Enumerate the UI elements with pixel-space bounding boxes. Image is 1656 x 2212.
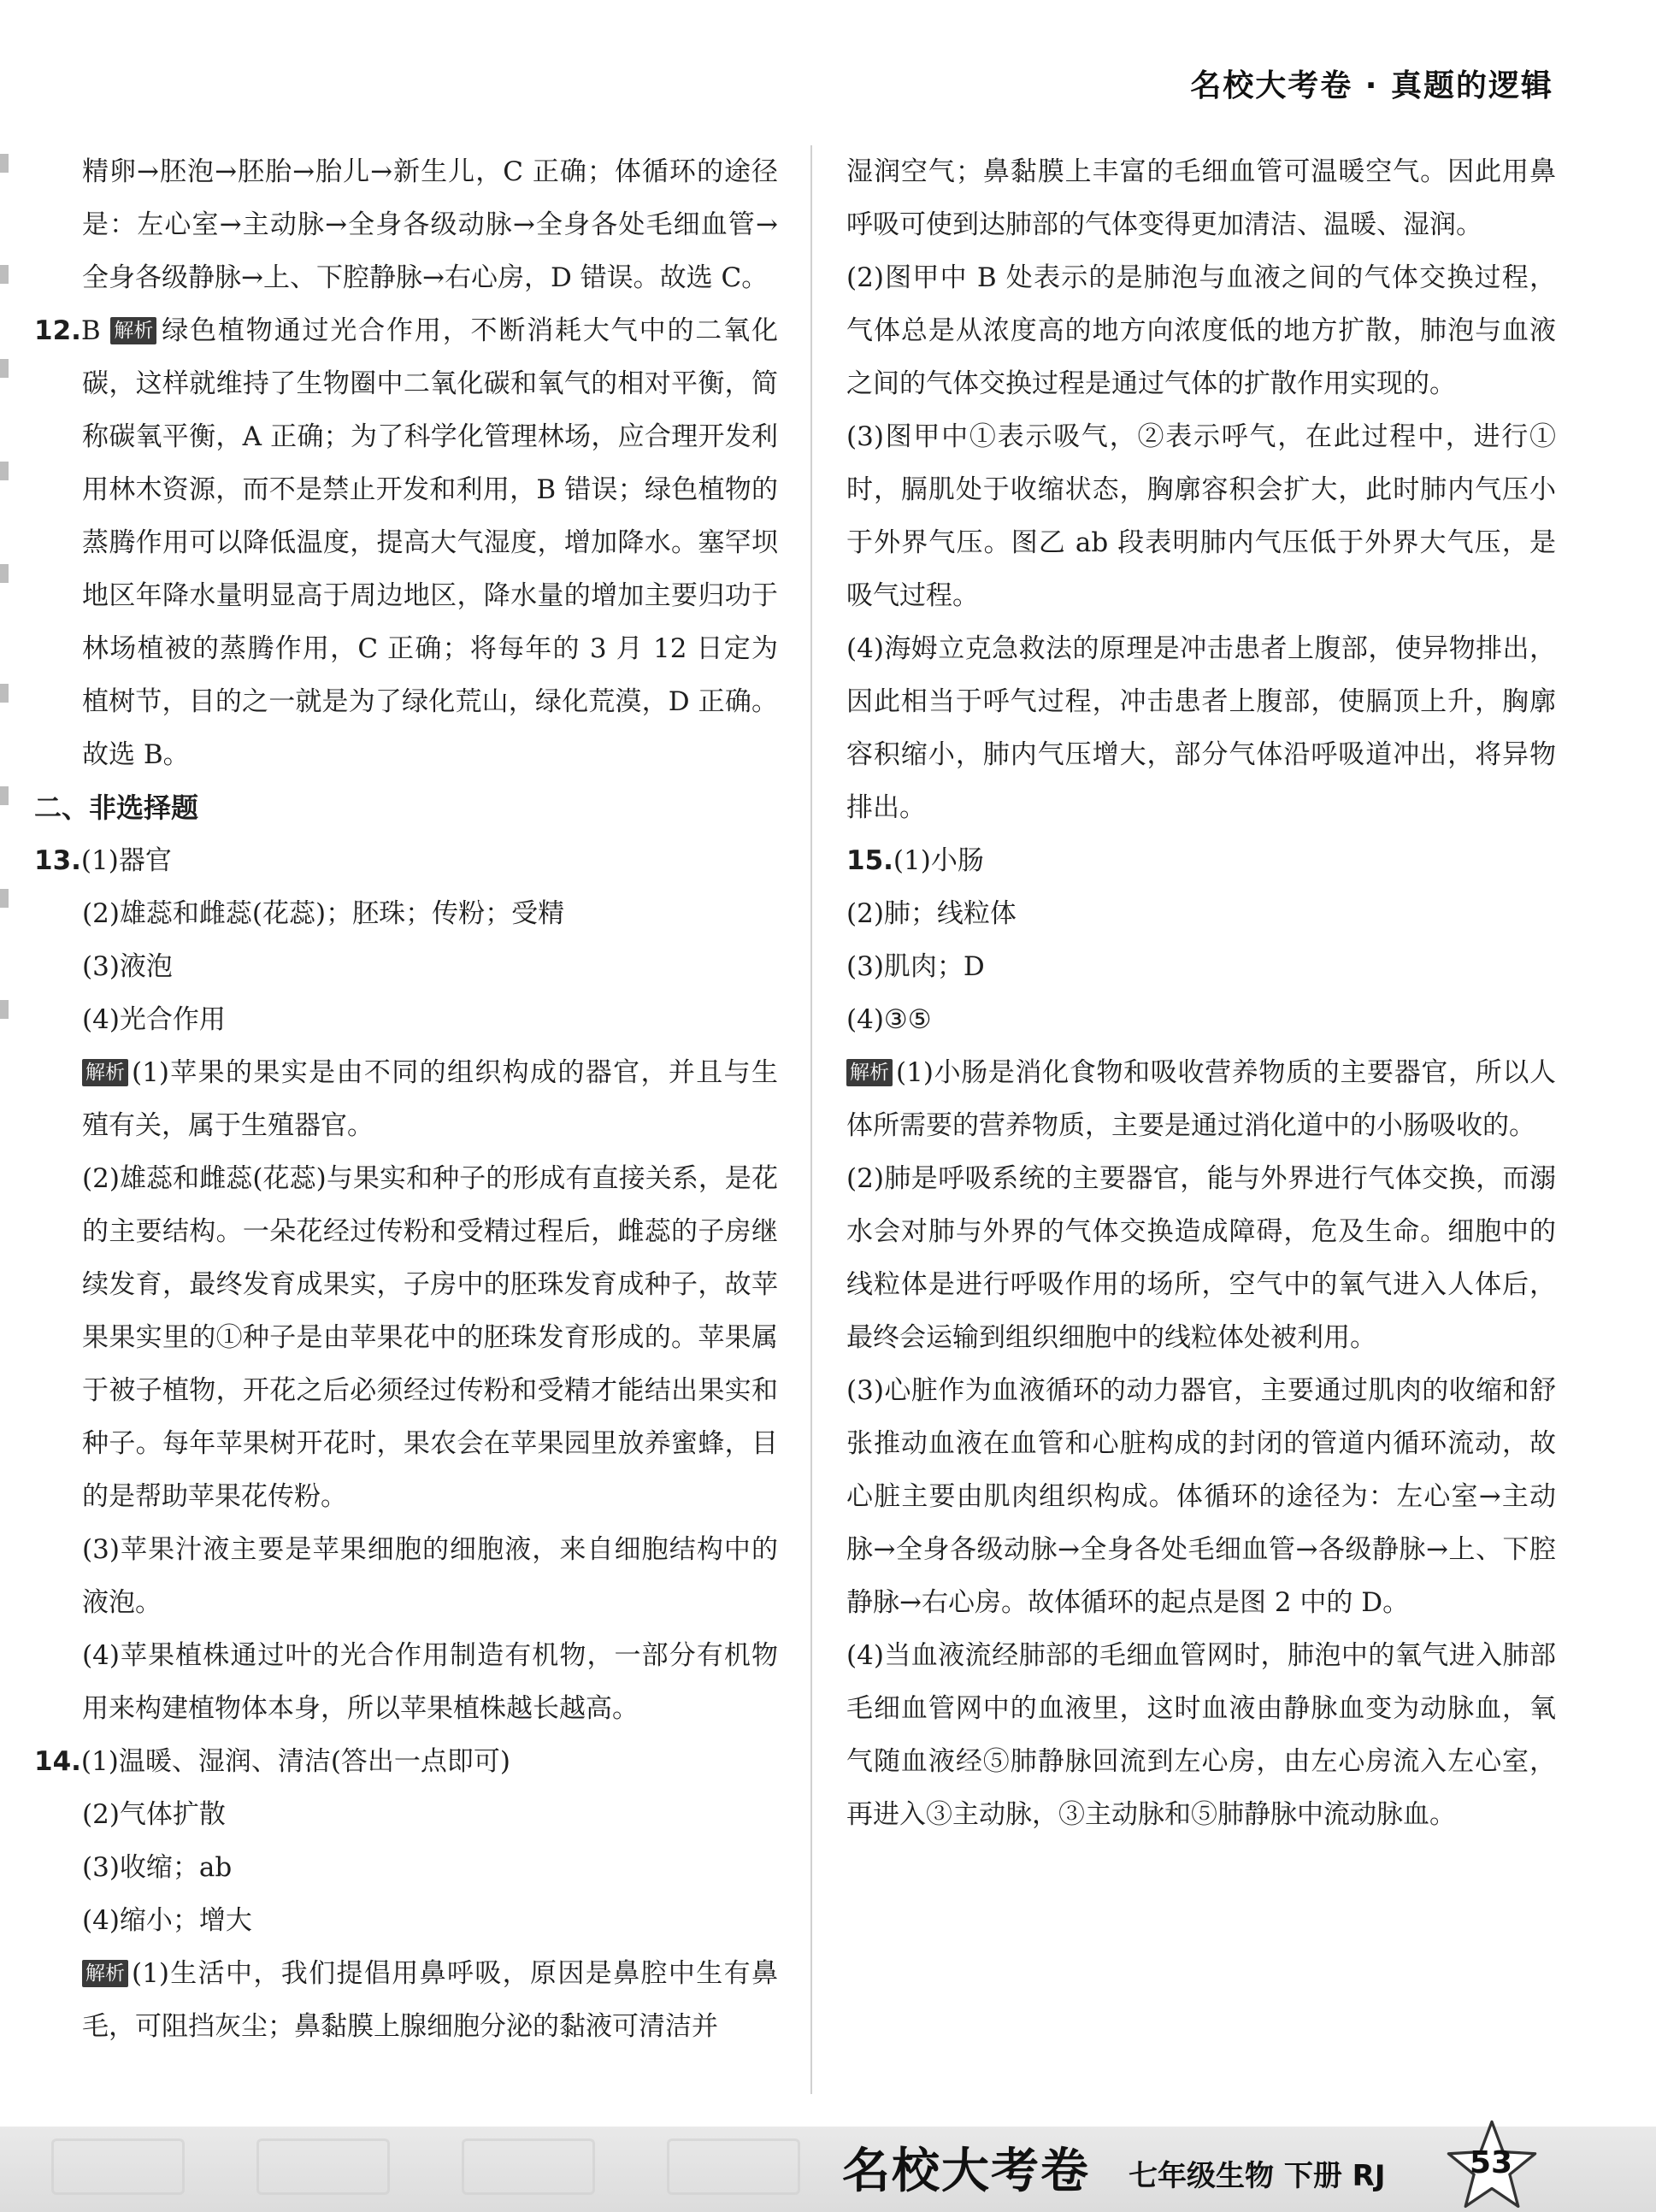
q13-answer-4: (4)光合作用 xyxy=(82,1004,226,1035)
q15-answer-3: (3)肌肉；D xyxy=(846,951,985,982)
analysis-tag: 解析 xyxy=(82,1960,128,1987)
q15-answer-2: (2)肺；线粒体 xyxy=(846,898,1017,929)
analysis-tag: 解析 xyxy=(82,1059,128,1086)
left-margin-strip xyxy=(0,137,12,1248)
footer-watermark xyxy=(667,2138,800,2195)
column-divider xyxy=(810,145,812,2094)
q12-block xyxy=(34,304,778,781)
footer-brand: 名校大考卷 xyxy=(842,2144,1090,2199)
footer-banner xyxy=(0,2127,1656,2212)
q14-explanation-4: (4)海姆立克急救法的原理是冲击患者上腹部，使异物排出，因此相当于呼气过程，冲击患者上腹部，使膈顶上升，胸廓容积缩小，肺内气压增大，部分气体沿呼吸道冲出，将异物排出。 xyxy=(846,633,1556,823)
q14-explanation-2: (2)图甲中 B 处表示的是肺泡与血液之间的气体交换过程，气体总是从浓度高的地方向浓度低的地方扩散，肺泡与血液之间的气体交换过程是通过气体的扩散作用实现的。 xyxy=(846,262,1556,399)
q15-number: 15. xyxy=(846,845,893,876)
q14-answer-2: (2)气体扩散 xyxy=(82,1799,226,1830)
q13-answer-2: (2)雄蕊和雌蕊(花蕊)；胚珠；传粉；受精 xyxy=(82,898,565,929)
left-column xyxy=(34,145,778,2053)
page-header-title: 名校大考卷 · 真题的逻辑 xyxy=(1190,68,1553,103)
footer-watermark xyxy=(51,2138,185,2195)
q15-answer-4: (4)③⑤ xyxy=(846,1004,932,1035)
q12-number: 12. xyxy=(34,315,81,346)
q14-answer-3: (3)收缩；ab xyxy=(82,1852,233,1883)
q13-explanation-1: 解析 (1)苹果的果实是由不同的组织构成的器官，并且与生殖有关，属于生殖器官。 xyxy=(82,1057,778,1141)
analysis-tag: 解析 xyxy=(110,317,156,344)
q13-answer-3: (3)液泡 xyxy=(82,951,173,982)
q14-number: 14. xyxy=(34,1746,81,1777)
footer-watermark xyxy=(256,2138,390,2195)
q14-explanation-3: (3)图甲中①表示吸气，②表示呼气，在此过程中，进行①时，膈肌处于收缩状态，胸廓容积会扩大，此时肺内气压小于外界气压。图乙 ab 段表明肺内气压低于外界大气压，是吸气过程。 xyxy=(846,421,1556,611)
q15-answer-1: 15.(1)小肠 xyxy=(846,845,984,876)
q14-explanation-1-cont: 湿润空气；鼻黏膜上丰富的毛细血管可温暖空气。因此用鼻呼吸可使到达肺部的气体变得更加清洁、温暖、湿润。 xyxy=(846,156,1556,240)
q12-explanation: 绿色植物通过光合作用，不断消耗大气中的二氧化碳，这样就维持了生物圈中二氧化碳和氧气的相对平衡，简称碳氧平衡，A 正确；为了科学化管理林场，应合理开发利用林木资源，而不是禁止开发和利用，B 错误；绿色植物的蒸腾作用可以降低温度，提高大气湿度，增加降水。塞罕坝地区年降水量明显高于周边地区，降水量的增加主要归功于林场植被的蒸腾作用，C 正确；将每年的 3 月 12 日定为植树节，目的之一就是为了绿化荒山，绿化荒漠，D 正确。故选 B。 xyxy=(82,315,778,770)
q14-explanation-1: 解析 (1)生活中，我们提倡用鼻呼吸，原因是鼻腔中生有鼻毛，可阻挡灰尘；鼻黏膜上腺细胞分泌的黏液可清洁并 xyxy=(82,1958,778,2042)
q13-answer-1: 13.(1)器官 xyxy=(34,845,172,876)
q15-explanation-2: (2)肺是呼吸系统的主要器官，能与外界进行气体交换，而溺水会对肺与外界的气体交换造成障碍，危及生命。细胞中的线粒体是进行呼吸作用的场所，空气中的氧气进入人体后，最终会运输到组织细胞中的线粒体处被利用。 xyxy=(846,1163,1556,1353)
q14-answer-1: 14.(1)温暖、湿润、清洁(答出一点即可) xyxy=(34,1746,511,1777)
q13-number: 13. xyxy=(34,845,81,876)
q13-explanation-2: (2)雄蕊和雌蕊(花蕊)与果实和种子的形成有直接关系，是花的主要结构。一朵花经过传粉和受精过程后，雌蕊的子房继续发育，最终发育成果实，子房中的胚珠发育成种子，故苹果果实里的①种子是由苹果花中的胚珠发育形成的。苹果属于被子植物，开花之后必须经过传粉和受精才能结出果实和种子。每年苹果树开花时，果农会在苹果园里放养蜜蜂，目的是帮助苹果花传粉。 xyxy=(82,1163,778,1512)
footer-watermark xyxy=(462,2138,595,2195)
section-heading: 二、非选择题 xyxy=(34,791,199,824)
footer-subtitle: 七年级生物 下册 RJ xyxy=(1129,2159,1386,2193)
q13-explanation-3: (3)苹果汁液主要是苹果细胞的细胞液，来自细胞结构中的液泡。 xyxy=(82,1534,778,1618)
q13-explanation-4: (4)苹果植株通过叶的光合作用制造有机物，一部分有机物用来构建植物体本身，所以苹果植株越长越高。 xyxy=(82,1640,778,1724)
q14-answer-4: (4)缩小；增大 xyxy=(82,1905,252,1936)
q15-explanation-1: 解析 (1)小肠是消化食物和吸收营养物质的主要器官，所以人体所需要的营养物质，主要是通过消化道中的小肠吸收的。 xyxy=(846,1057,1556,1141)
page-number: 53 xyxy=(1469,2145,1513,2180)
analysis-tag: 解析 xyxy=(846,1059,893,1086)
q15-explanation-3: (3)心脏作为血液循环的动力器官，主要通过肌肉的收缩和舒张推动血液在血管和心脏构成的封闭的管道内循环流动，故心脏主要由肌肉组织构成。体循环的途径为：左心室→主动脉→全身各级动脉→全身各处毛细血管→各级静脉→上、下腔静脉→右心房。故体循环的起点是图 2 中的 D。 xyxy=(846,1375,1556,1618)
q15-explanation-4: (4)当血液流经肺部的毛细血管网时，肺泡中的氧气进入肺部毛细血管网中的血液里，这时血液由静脉血变为动脉血，氧气随血液经⑤肺静脉回流到左心房，由左心房流入左心室，再进入③主动脉，③主动脉和⑤肺静脉中流动脉血。 xyxy=(846,1640,1556,1830)
q12-answer: B xyxy=(80,315,101,346)
q11-continuation: 精卵→胚泡→胚胎→胎儿→新生儿，C 正确；体循环的途径是：左心室→主动脉→全身各级动脉→全身各处毛细血管→全身各级静脉→上、下腔静脉→右心房，D 错误。故选 C。 xyxy=(82,156,778,293)
right-column xyxy=(846,145,1556,1841)
